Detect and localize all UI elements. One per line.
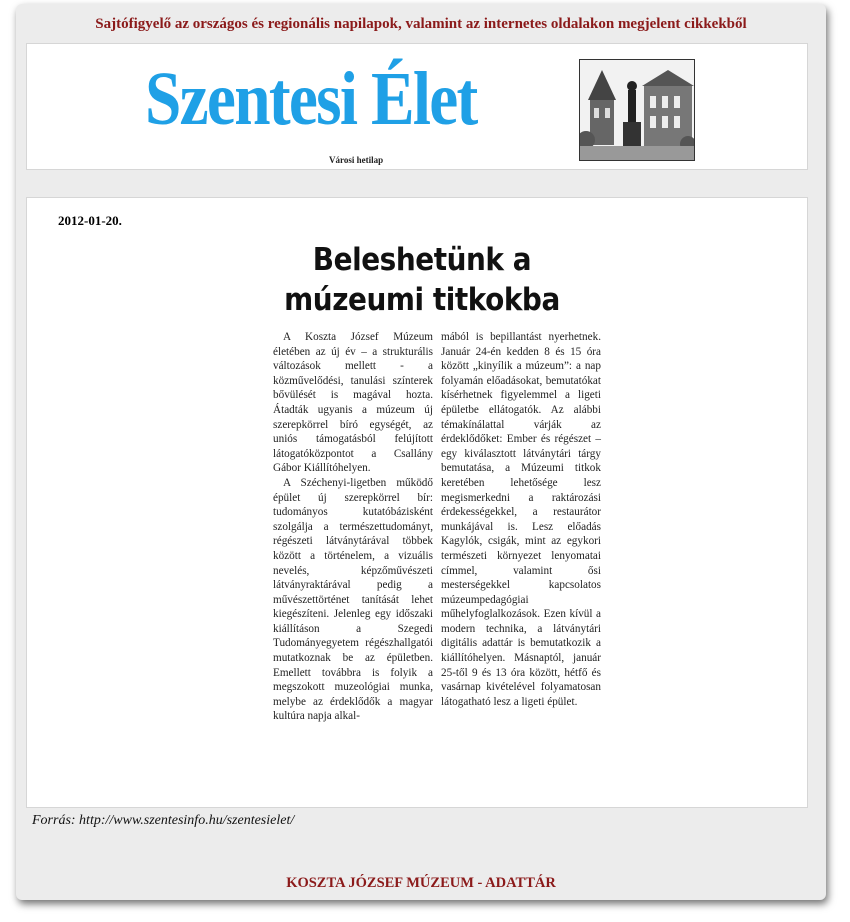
- page-header-title: Sajtófigyelő az országos és regionális napilapok, valamint az internetes oldalakon megjelent cikkekből: [95, 16, 747, 32]
- headline-line-1: Beleshetünk a: [312, 242, 532, 278]
- article-date: 2012-01-20.: [58, 213, 122, 228]
- newspaper-masthead: [26, 43, 808, 170]
- article-paragraph: mából is bepillantást nyerhetnek. Január 24-én kedden 8 és 15 óra között „kinyílik a múzeum”: a nap folyamán előadásokat, bemutatókat kísérhetnek figyelemmel a ligeti épületbe ellátogatók. Az alábbi témakínálattal várják az érdeklődőket: Ember és régészet – egy kiválasztott látványtári tárgy bemutatása, a Múzeumi titkok keretében lehetősége lesz megismerkedni a raktározási érdekességekkel, a restaurátor munkájával is. Lesz előadás Kagylók, csigák, mint az egykori természeti környezet lenyomatai címmel, valamint ősi mesterségekkel kapcsolatos múzeumpedagógiai műhelyfoglalkozások. Ezen kívül a modern technika, a látványtári digitális adattár is bemutatkozik a kiállítóhelyen. Másnaptól, január 25-től 9 és 13 óra között, hétfő és vasárnap kivételével folyamatosan látogatható lesz a ligeti épület.: [441, 331, 601, 708]
- article-paragraph: A Koszta József Múzeum életében az új év – a strukturális változások mellett - a közművelődési, tanulási színterek bővülését is magával hozta. Átadták ugyanis a múzeum új szerepkörrel bíró egységét, az uniós támogatásból felújított látogatóközpontot a Csallány Gábor Kiállítóhelyen.: [273, 331, 433, 475]
- article-headline: [247, 240, 598, 320]
- article-clipping: [26, 197, 808, 808]
- footer-title: KOSZTA JÓZSEF MÚZEUM - ADATTÁR: [286, 875, 556, 891]
- source-link[interactable]: Forrás: http://www.szentesinfo.hu/szentesielet/: [32, 813, 295, 828]
- newspaper-subtitle: Városi hetilap: [329, 155, 384, 165]
- article-column-2: [441, 330, 601, 709]
- town-statue-photo-icon: [579, 59, 695, 161]
- article-paragraph: A Széchenyi-ligetben működő épület új szerepkörrel bír: tudományos kutatóbázisként szolgálja a természettudományt, régészeti látványtárával többek között a történelem, a vizuális nevelés, képzőművészeti látványraktárával pedig a művészettörténet tanítását lehet kiegészíteni. Jelenleg egy időszaki kiállításon a Szegedi Tudományegyetem régészhallgatói mutatkoznak be az épületben. Emellett továbbra is folyik a megszokott muzeológiai munka, melybe az érdeklődők a magyar kultúra napja alkal-: [273, 476, 433, 723]
- page-frame: [16, 4, 826, 900]
- newspaper-logo: Szentesi Élet: [145, 57, 477, 141]
- headline-line-2: múzeumi titkokba: [284, 282, 560, 318]
- article-column-1: [273, 330, 433, 724]
